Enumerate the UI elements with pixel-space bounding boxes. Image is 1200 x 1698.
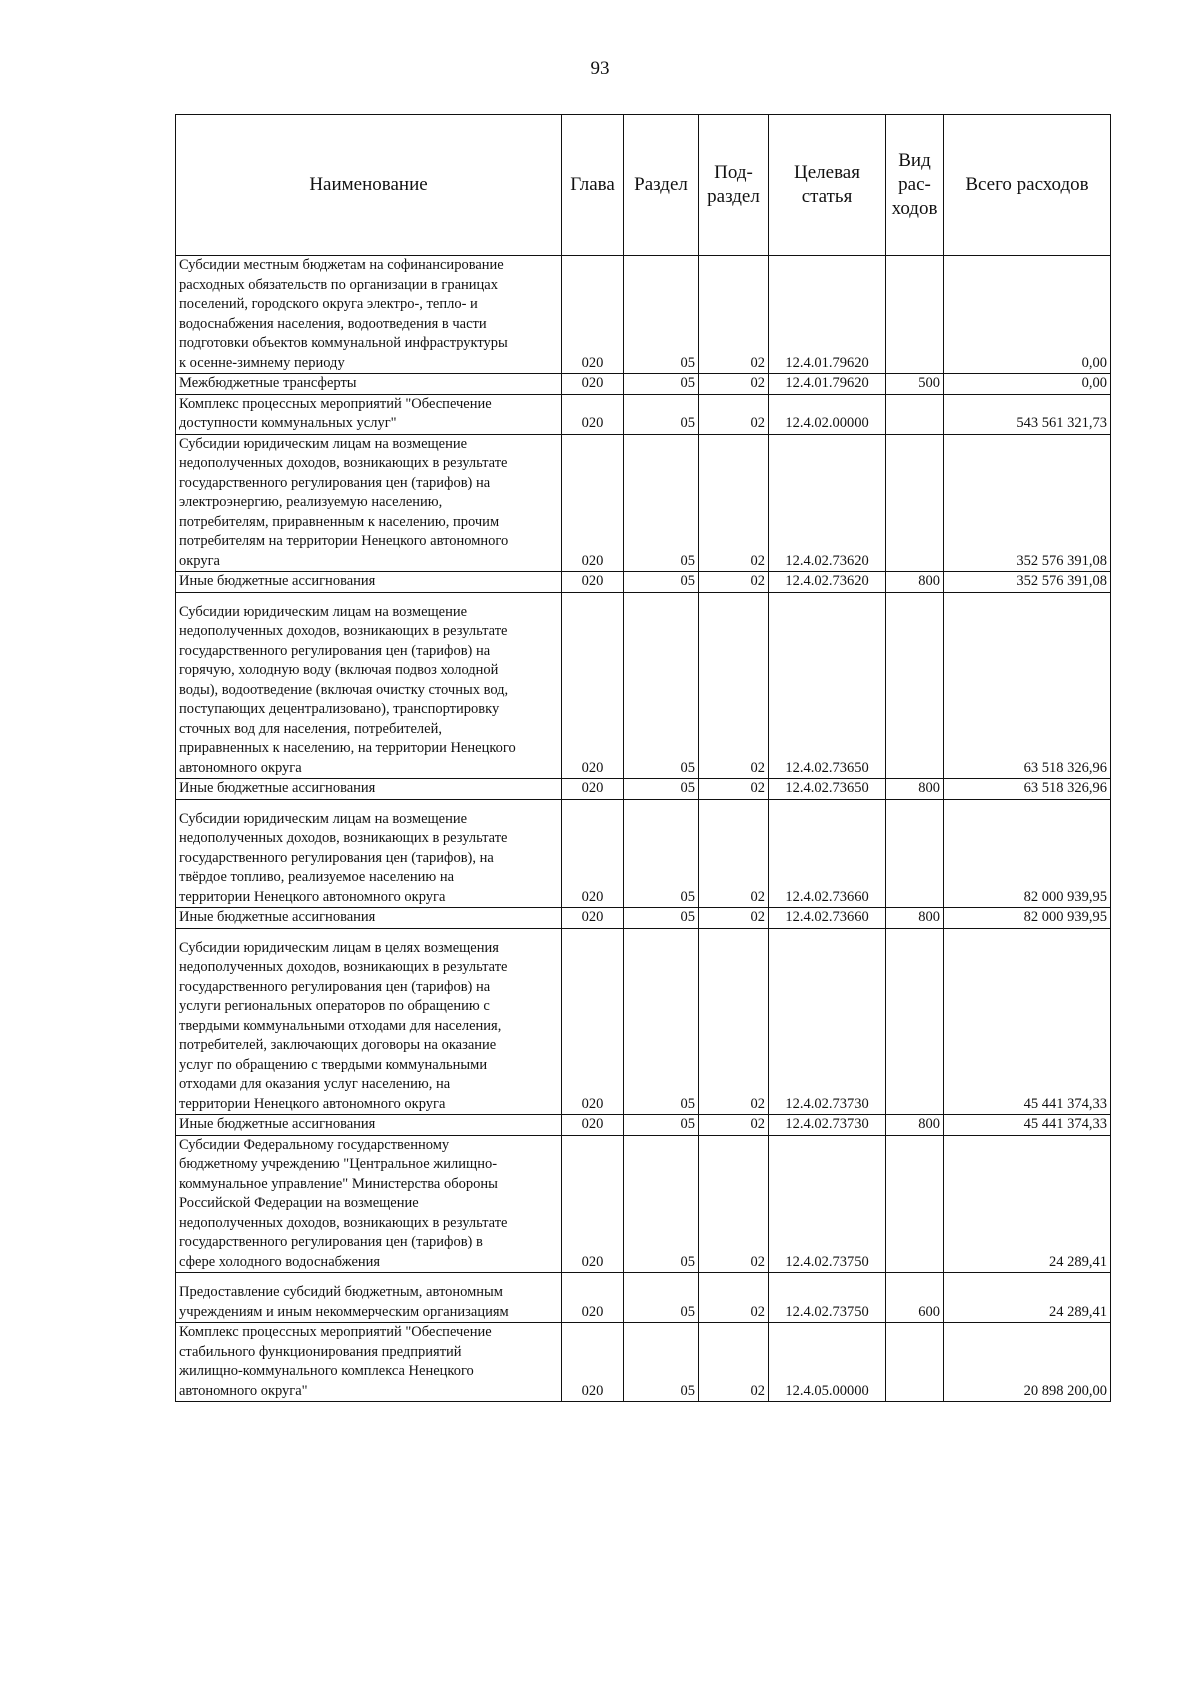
table-row	[176, 572, 1111, 593]
table-row	[176, 1323, 1111, 1402]
cell-chapter: 020	[562, 799, 624, 908]
table-row	[176, 1135, 1111, 1273]
cell-chapter: 020	[562, 592, 624, 779]
cell-subsection: 02	[699, 1115, 769, 1136]
table-row	[176, 592, 1111, 779]
cell-name: Иные бюджетные ассигнования	[176, 908, 562, 929]
table-row	[176, 779, 1111, 800]
cell-chapter: 020	[562, 928, 624, 1115]
cell-expense-type: 800	[886, 779, 944, 800]
cell-name: Комплекс процессных мероприятий "Обеспечение доступности коммунальных услуг"	[176, 394, 562, 434]
cell-target-item: 12.4.05.00000	[769, 1323, 886, 1402]
cell-subsection: 02	[699, 374, 769, 395]
header-total: Всего расходов	[944, 115, 1111, 256]
cell-name: Иные бюджетные ассигнования	[176, 1115, 562, 1136]
cell-expense-type	[886, 799, 944, 908]
header-chapter: Глава	[562, 115, 624, 256]
cell-section: 05	[624, 592, 699, 779]
cell-target-item: 12.4.02.73650	[769, 779, 886, 800]
cell-subsection: 02	[699, 799, 769, 908]
cell-expense-type	[886, 1135, 944, 1273]
header-expense-type: Вид рас- ходов	[886, 115, 944, 256]
cell-name: Субсидии юридическим лицам на возмещение недополученных доходов, возникающих в результате государственного регулирования цен (тарифов), на твёрдое топливо, реализуемое населению на территории Ненецкого автономного округа	[176, 799, 562, 908]
cell-subsection: 02	[699, 394, 769, 434]
cell-expense-type	[886, 256, 944, 374]
cell-name: Субсидии юридическим лицам на возмещение недополученных доходов, возникающих в результате государственного регулирования цен (тарифов) на горячую, холодную воду (включая подвоз холодной воды), водоотведение (включая очистку сточных вод, поступающих децентрализовано), транспортировку сточных вод для населения, потребителей, приравненных к населению, на территории Ненецкого автономного округа	[176, 592, 562, 779]
cell-total: 0,00	[944, 374, 1111, 395]
cell-chapter: 020	[562, 1323, 624, 1402]
table-row	[176, 374, 1111, 395]
cell-target-item: 12.4.02.73650	[769, 592, 886, 779]
cell-section: 05	[624, 434, 699, 572]
cell-target-item: 12.4.02.73620	[769, 434, 886, 572]
cell-chapter: 020	[562, 256, 624, 374]
table-row	[176, 799, 1111, 908]
cell-total: 24 289,41	[944, 1273, 1111, 1323]
cell-total: 24 289,41	[944, 1135, 1111, 1273]
cell-expense-type: 600	[886, 1273, 944, 1323]
cell-chapter: 020	[562, 779, 624, 800]
cell-name: Субсидии Федеральному государственному бюджетному учреждению "Центральное жилищно- коммунальное управление" Министерства обороны Российской Федерации на возмещение недополученных доходов, возникающих в результате государственного регулирования цен (тарифов) в сфере холодного водоснабжения	[176, 1135, 562, 1273]
cell-target-item: 12.4.02.73660	[769, 799, 886, 908]
cell-subsection: 02	[699, 1135, 769, 1273]
cell-subsection: 02	[699, 908, 769, 929]
cell-expense-type: 800	[886, 572, 944, 593]
cell-target-item: 12.4.02.73750	[769, 1135, 886, 1273]
cell-section: 05	[624, 1135, 699, 1273]
cell-section: 05	[624, 572, 699, 593]
table-row	[176, 434, 1111, 572]
cell-total: 543 561 321,73	[944, 394, 1111, 434]
table-row	[176, 908, 1111, 929]
cell-subsection: 02	[699, 928, 769, 1115]
budget-table	[175, 114, 1111, 1402]
cell-name: Субсидии местным бюджетам на софинансирование расходных обязательств по организации в границах поселений, городского округа электро-, тепло- и водоснабжения населения, водоотведения в части подготовки объектов коммунальной инфраструктуры к осенне-зимнему периоду	[176, 256, 562, 374]
cell-target-item: 12.4.01.79620	[769, 256, 886, 374]
cell-section: 05	[624, 1323, 699, 1402]
cell-target-item: 12.4.02.73620	[769, 572, 886, 593]
cell-chapter: 020	[562, 1115, 624, 1136]
cell-subsection: 02	[699, 592, 769, 779]
header-target-item: Целевая статья	[769, 115, 886, 256]
cell-section: 05	[624, 1273, 699, 1323]
cell-expense-type	[886, 1323, 944, 1402]
cell-target-item: 12.4.02.73730	[769, 928, 886, 1115]
cell-chapter: 020	[562, 374, 624, 395]
cell-subsection: 02	[699, 779, 769, 800]
header-subsection: Под- раздел	[699, 115, 769, 256]
table-row	[176, 256, 1111, 374]
cell-section: 05	[624, 256, 699, 374]
cell-chapter: 020	[562, 434, 624, 572]
cell-subsection: 02	[699, 434, 769, 572]
cell-section: 05	[624, 799, 699, 908]
cell-section: 05	[624, 908, 699, 929]
cell-target-item: 12.4.02.00000	[769, 394, 886, 434]
cell-name: Межбюджетные трансферты	[176, 374, 562, 395]
cell-section: 05	[624, 928, 699, 1115]
cell-target-item: 12.4.02.73730	[769, 1115, 886, 1136]
cell-name: Субсидии юридическим лицам на возмещение недополученных доходов, возникающих в результате государственного регулирования цен (тарифов) на электроэнергию, реализуемую населению, потребителям, приравненным к населению, прочим потребителям на территории Ненецкого автономного округа	[176, 434, 562, 572]
cell-target-item: 12.4.01.79620	[769, 374, 886, 395]
cell-name: Комплекс процессных мероприятий "Обеспечение стабильного функционирования предприятий жилищно-коммунального комплекса Ненецкого автономного округа"	[176, 1323, 562, 1402]
cell-expense-type: 800	[886, 1115, 944, 1136]
cell-section: 05	[624, 779, 699, 800]
cell-total: 63 518 326,96	[944, 592, 1111, 779]
cell-subsection: 02	[699, 572, 769, 593]
cell-chapter: 020	[562, 1273, 624, 1323]
cell-total: 45 441 374,33	[944, 928, 1111, 1115]
cell-name: Предоставление субсидий бюджетным, автономным учреждениям и иным некоммерческим организациям	[176, 1273, 562, 1323]
cell-target-item: 12.4.02.73660	[769, 908, 886, 929]
table-row	[176, 928, 1111, 1115]
cell-total: 352 576 391,08	[944, 572, 1111, 593]
cell-chapter: 020	[562, 394, 624, 434]
cell-total: 82 000 939,95	[944, 908, 1111, 929]
cell-expense-type	[886, 928, 944, 1115]
cell-total: 20 898 200,00	[944, 1323, 1111, 1402]
cell-expense-type: 500	[886, 374, 944, 395]
header-section: Раздел	[624, 115, 699, 256]
cell-name: Субсидии юридическим лицам в целях возмещения недополученных доходов, возникающих в результате государственного регулирования цен (тарифов) на услуги региональных операторов по обращению с твердыми коммунальными отходами для населения, потребителей, заключающих договоры на оказание услуг по обращению с твердыми коммунальными отходами для оказания услуг населению, на территории Ненецкого автономного округа	[176, 928, 562, 1115]
cell-total: 45 441 374,33	[944, 1115, 1111, 1136]
cell-chapter: 020	[562, 1135, 624, 1273]
cell-expense-type	[886, 394, 944, 434]
cell-subsection: 02	[699, 1323, 769, 1402]
page-number: 93	[590, 58, 610, 79]
cell-name: Иные бюджетные ассигнования	[176, 572, 562, 593]
cell-chapter: 020	[562, 572, 624, 593]
cell-total: 63 518 326,96	[944, 779, 1111, 800]
table-row	[176, 1115, 1111, 1136]
cell-section: 05	[624, 1115, 699, 1136]
cell-section: 05	[624, 394, 699, 434]
table-header-row	[176, 115, 1111, 256]
cell-section: 05	[624, 374, 699, 395]
cell-name: Иные бюджетные ассигнования	[176, 779, 562, 800]
cell-subsection: 02	[699, 256, 769, 374]
cell-total: 352 576 391,08	[944, 434, 1111, 572]
table-row	[176, 1273, 1111, 1323]
cell-total: 0,00	[944, 256, 1111, 374]
cell-expense-type	[886, 592, 944, 779]
table-row	[176, 394, 1111, 434]
header-name: Наименование	[176, 115, 562, 256]
cell-target-item: 12.4.02.73750	[769, 1273, 886, 1323]
cell-chapter: 020	[562, 908, 624, 929]
cell-total: 82 000 939,95	[944, 799, 1111, 908]
cell-expense-type: 800	[886, 908, 944, 929]
cell-subsection: 02	[699, 1273, 769, 1323]
cell-expense-type	[886, 434, 944, 572]
